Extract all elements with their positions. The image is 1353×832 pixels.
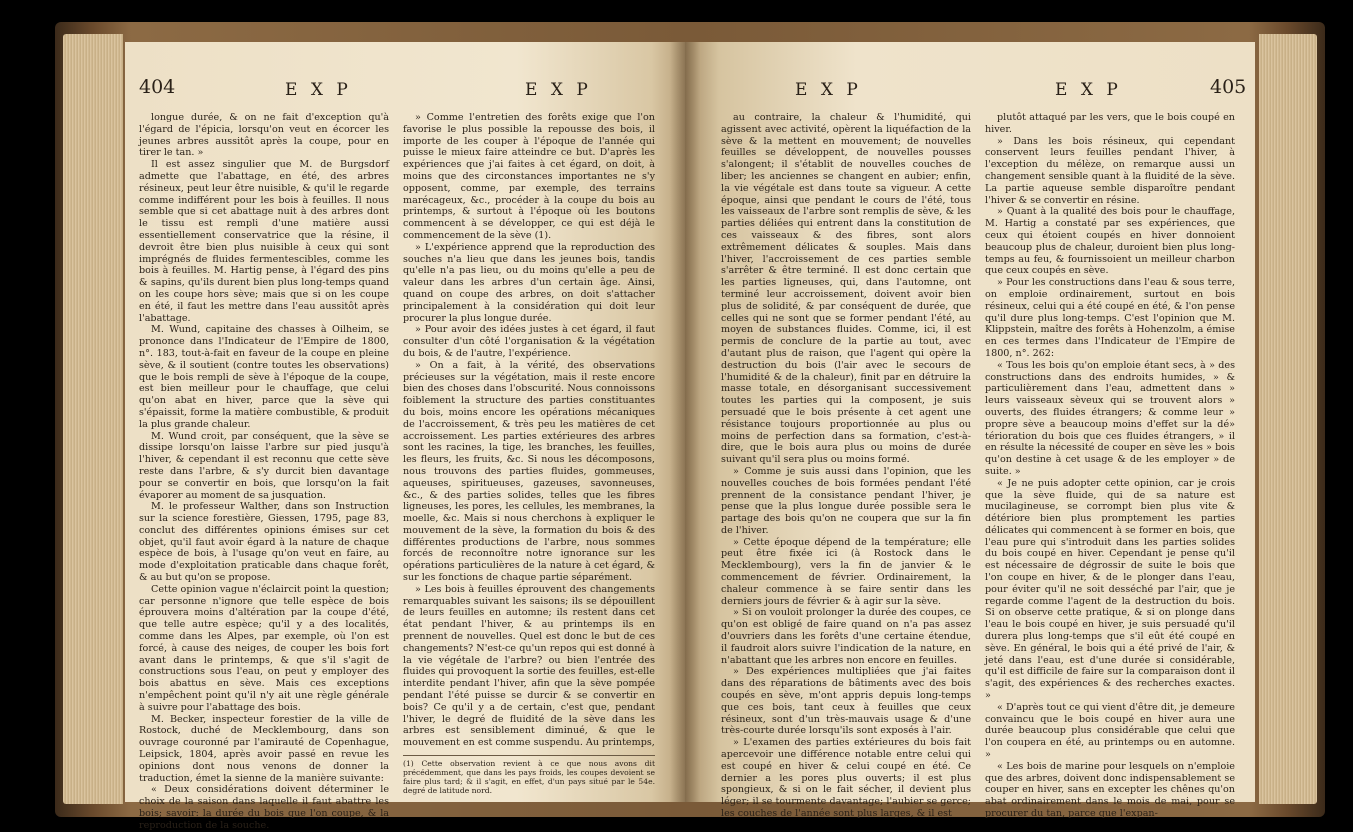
paragraph: Il est assez singulier que M. de Burgsdorf admette que l'abattage, en été, des arbres résineux, peut leur être nuisible, & qu'il le regarde comme indifférent pour les bois à feuilles. Il nous semble que si cet abattage nuit à des arbres dont le tissu est rempli d'une matière aussi essentiellement conservatrice que la résine, il devroit être bien plus nuisible à ceux qui sont imprégnés de fluides fermentescibles, comme les bois à feuilles. M. Hartig pense, à l'égard des pins & sapins, qu'ils durent bien plus long-temps quand on les coupe hors sève; mais que si on les coupe en été, il faut les mettre dans l'eau aussitôt après l'abattage. [139,159,389,324]
paragraph: au contraire, la chaleur & l'humidité, qui agissent avec activité, opèrent la liquéfaction de la sève & la mettent en mouvement; de nouvelles feuilles se développent, de nouvelles pousses s'alongent; il s'établit de nouvelles couches de liber; les anciennes se changent en aubier; enfin, la vie végétale est dans toute sa vigueur. A cette époque, ainsi que pendant le cours de l'été, tous les vaisseaux de l'arbre sont remplis de sève, & les parties déliées qui entrent dans la constitution de ces vaisseaux & des fibres, sont alors extrêmement délicates & souples. Mais dans l'hiver, l'accroissement de ces parties semble s'arrêter & être terminé. Il est donc certain que les parties ligneuses, qui, dans l'automne, ont terminé leur accroissement, doivent avoir bien plus de solidité, & par conséquent de durée, que celles qui ne sont que se former pendant l'été, au moyen de substances fluides. Comme, ici, il est permis de conclure de la partie au tout, avec d'autant plus de raison, que l'agent qui opère la destruction du bois (l'air avec le secours de l'humidité & de la chaleur), finit par en détruire la masse totale, en désorganisant successivement toutes les parties qui la composent, je suis persuadé que le bois présente à cet agent une résistance toujours proportionnée au plus ou moins de perfection dans sa formation, c'est-à-dire, que le bois aura plus ou moins de durée suivant qu'il sera plus ou moins formé. [721,112,971,466]
right-running-head-left: E X P [795,80,862,100]
paragraph: » Comme je suis aussi dans l'opinion, que les nouvelles couches de bois formées pendant l'été prennent de la consistance pendant l'hiver, je pense que la plus longue durée possible sera le partage des bois qu'on ne coupera que sur la fin de l'hiver. [721,465,971,536]
paragraph: M. le professeur Walther, dans son Instruction sur la science forestière, Giessen, 1795, page 83, conclut des différentes opinions émises sur cet objet, qu'il faut avoir égard à la nature de chaque espèce de bois, à l'usage qu'on veut en faire, au mode d'exploitation praticable dans chaque forêt, & au but qu'on se propose. [139,501,389,584]
paragraph: « Je ne puis adopter cette opinion, car je crois que la sève fluide, qui de sa nature est mucilagineuse, se corrompt bien plus vite & détériore bien plus promptement les parties délicates qui commencent à se former en bois, que l'eau pure qui s'introduit dans les parties solides du bois coupé en hiver. Cependant je pense qu'il est nécessaire de dégrossir de suite le bois que l'on coupe en hiver, & de le plonger dans l'eau, pour éviter qu'il ne soit desséché par l'air, que je regarde comme l'agent de la destruction du bois. Si on observe cette pratique, & si on plonge dans l'eau le bois coupé en hiver, je suis persuadé qu'il durera plus long-temps que s'il eût été coupé en sève. En général, le bois qui a été privé de l'air, & jeté dans l'eau, est d'une durée si considérable, qu'il est difficile de faire sur la comparaison dont il s'agit, des expériences & des recherches exactes. » [985,477,1235,702]
paragraph: » Les bois à feuilles éprouvent des changements remarquables suivant les saisons; ils se dépouillent de leurs feuilles en automne; ils restent dans cet état pendant l'hiver, & au printemps ils en prennent de nouvelles. Quel est donc le but de ces changements? N'est-ce qu'un repos qui est donné à la vie végétale de l'arbre? ou bien l'entrée des fluides qui provoquent la sortie des feuilles, est-elle interdite pendant l'hiver, afin que la sève pompée pendant l'été puisse se durcir & se convertir en bois? Ce qu'il y a de certain, c'est que, pendant l'hiver, le degré de fluidité de la sève dans les arbres est sensiblement diminué, & que le mouvement en est comme suspendu. Au printemps, [403,583,655,749]
paragraph: « D'après tout ce qui vient d'être dit, je demeure convaincu que le bois coupé en hiver aura une durée beaucoup plus considérable que celui que l'on coupera en été, au printemps ou en automne. » [985,701,1235,761]
book-gutter [670,42,700,802]
paragraph: » Des expériences multipliées que j'ai faites dans des réparations de bâtiments avec des bois coupés en sève, m'ont appris depuis long-temps que ces bois, tant ceux à feuilles que ceux résineux, sont d'un très-mauvais usage & d'une très-courte durée lorsqu'ils sont exposés à l'air. [721,666,971,737]
paragraph: M. Wund croit, par conséquent, que la sève se dissipe lorsqu'on laisse l'arbre sur pied jusqu'à l'hiver, & cependant il est reconnu que cette sève reste dans l'arbre, & s'y durcit bien davantage pour se convertir en bois, que lorsqu'on la fait évaporer au moment de sa jusquation. [139,430,389,501]
paragraph: » On a fait, à la vérité, des observations précieuses sur la végétation, mais il reste encore bien des choses dans l'obscurité. Nous connoissons foiblement la structure des parties constituantes du bois, moins encore les opérations mécaniques de l'accroissement, & très peu les matières de cet accroissement. Les parties extérieures des arbres sont les racines, la tige, les branches, les feuilles, les fleurs, les fruits, &c. Si nous les décomposons, nous trouvons des parties fluides, gommeuses, aqueuses, spiritueuses, gazeuses, savonneuses, &c., & des parties solides, telles que les fibres ligneuses, les pores, les cellules, les membranes, la moelle, &c. Mais si nous cherchons à expliquer le mouvement de la sève, la formation du bois & des différentes productions de l'arbre, nous sommes forcés de reconnoître notre ignorance sur les opérations particulières de la nature à cet égard, & sur les fonctions de chaque partie séparément. [403,359,655,584]
paragraph: M. Wund, capitaine des chasses à Oilheim, se prononce dans l'Indicateur de l'Empire de 1800, n°. 183, tout-à-fait en faveur de la coupe en pleine sève, & il soutient (contre toutes les observations) que le bois rempli de sève à l'époque de la coupe, est bien meilleur pour le chauffage, que celui qu'on abat en hiver, parce que la sève qui s'épaissit, forme la matière combustible, & produit la plus grande chaleur. [139,324,389,430]
paragraph: « Les bois de marine pour lesquels on n'emploie que des arbres, doivent donc indispensablement se couper en hiver, sans en excepter les chênes qu'on abat ordinairement dans le mois de mai, pour se procurer du tan, parce que l'expan- [985,760,1235,820]
left-page-column-2 [403,112,655,796]
right-page-column-1 [721,112,971,820]
paragraph: » Pour les constructions dans l'eau & sous terre, on emploie ordinairement, surtout en bois résineux, celui qui a été coupé en été, & l'on pense qu'il dure plus long-temps. C'est l'opinion que M. Klippstein, maître des forêts à Hohenzolm, a émise en ces termes dans l'Indicateur de l'Empire de 1800, n°. 262: [985,277,1235,359]
paragraph: » Dans les bois résineux, qui cependant conservent leurs feuilles pendant l'hiver, à l'exception du mélèze, on remarque aussi un changement sensible quant à la fluidité de la sève. La partie aqueuse semble disparoître pendant l'hiver & se convertir en résine. [985,135,1235,206]
right-page [685,42,1255,820]
left-page [125,42,685,831]
paragraph: plutôt attaqué par les vers, que le bois coupé en hiver. [985,112,1235,135]
paragraph: » L'expérience apprend que la reproduction des souches n'a lieu que dans les jeunes bois, tandis qu'elle n'a pas lieu, ou du moins qu'elle a peu de valeur dans les arbres d'un certain âge. Ainsi, quand on coupe des arbres, on doit s'attacher principalement à la considération qui doit leur procurer la plus longue durée. [403,241,655,324]
paragraph: » Si on vouloit prolonger la durée des coupes, ce qu'on est obligé de faire quand on n'a pas assez d'ouvriers dans les forêts d'une certaine étendue, il faudroit alors suivre l'indication de la nature, en n'abattant que les arbres non encore en feuilles. [721,607,971,666]
right-running-head-right: E X P [1055,80,1122,100]
open-book [55,22,1325,831]
right-page-number: 405 [1210,76,1247,98]
left-running-head-right: E X P [525,80,592,100]
paragraph: » Pour avoir des idées justes à cet égard, il faut consulter d'un côté l'organisation & la végétation du bois, & de l'autre, l'expérience. [403,324,655,359]
left-page-number: 404 [139,76,176,98]
left-running-head-left: E X P [285,80,352,100]
paragraph: « Tous les bois qu'on emploie étant secs, à » des constructions dans des endroits humides, » & particulièrement dans l'eau, admettent dans » leurs vaisseaux sèveux qui se trouvent alors » ouverts, des fluides étrangers; & comme leur » propre sève a beaucoup moins d'effet sur la dé» térioration du bois que ces fluides étrangers, » il en résulte la nécessité de couper en sève les » bois qu'on destine à cet usage & de les employer » de suite. » [985,359,1235,477]
paragraph: » L'examen des parties extérieures du bois fait apercevoir une différence notable entre celui qui est coupé en hiver & celui coupé en été. Ce dernier a les pores plus ouverts; il est plus spongieux, & si on le fait sécher, il devient plus léger; il se tourmente davantage; l'aubier se gerce; les couches de l'année sont plus larges, & il est [721,737,971,820]
footnote: (1) Cette observation revient à ce que nous avons dit précédemment, que dans les pays froids, les coupes devoient se faire plus tard; & il s'agit, en effet, d'un pays situé par le 54e. degré de latitude nord. [403,755,655,795]
paragraph: Cette opinion vague n'éclaircit point la question; car personne n'ignore que telle espèce de bois éprouvera moins d'altération par la coupe d'été, que telle autre espèce; qu'il y a des localités, comme dans les Alpes, par exemple, où l'on est forcé, à cause des neiges, de couper les bois fort avant dans le printemps, & que s'il s'agit de constructions sous l'eau, on peut y employer des bois abattus en sève. Mais ces exceptions n'empêchent point qu'il n'y ait une règle générale à suivre pour l'abattage des bois. [139,583,389,713]
paragraph: M. Becker, inspecteur forestier de la ville de Rostock, duché de Mecklembourg, dans son ouvrage couronné par l'amirauté de Copenhague, Leipsick, 1804, après avoir passé en revue les opinions dont nous venons de donner la traduction, émet la sienne de la manière suivante: [139,713,389,784]
paragraph: » Comme l'entretien des forêts exige que l'on favorise le plus possible la repousse des bois, il importe de les couper à l'époque de l'année qui puisse le mieux faire atteindre ce but. D'après les expériences que j'ai faites à cet égard, on doit, à moins que des circonstances importantes ne s'y opposent, comme, par exemple, des terrains marécageux, &c., procéder à la coupe du bois au printemps, & surtout à l'époque où les boutons commencent à se développer, ce qui est déjà le commencement de la sève (1). [403,112,655,241]
paragraph: » Cette époque dépend de la température; elle peut être fixée ici (à Rostock dans le Mecklembourg), vers la fin de janvier & le commencement de février. Ordinairement, la chaleur commence à se faire sentir dans les derniers jours de février & à agir sur la sève. [721,536,971,607]
left-page-column-1 [139,112,389,831]
paragraph: » Quant à la qualité des bois pour le chauffage, M. Hartig a constaté par ses expériences, que ceux qui étoient coupés en hiver donnoient beaucoup plus de chaleur, duroient bien plus long-temps au feu, & fournissoient un meilleur charbon que ceux coupés en sève. [985,206,1235,277]
right-page-edges [1259,34,1317,804]
paragraph: longue durée, & on ne fait d'exception qu'à l'égard de l'épicia, lorsqu'on veut en écorcer les jeunes arbres aussitôt après la coupe, pour en tirer le tan. » [139,112,389,159]
paragraph: « Deux considérations doivent déterminer le choix de la saison dans laquelle il faut abattre les bois; savoir: la durée du bois que l'on coupe, & la reproduction de la souche. [139,784,389,831]
right-page-column-2 [985,112,1235,820]
left-page-edges [63,34,123,804]
